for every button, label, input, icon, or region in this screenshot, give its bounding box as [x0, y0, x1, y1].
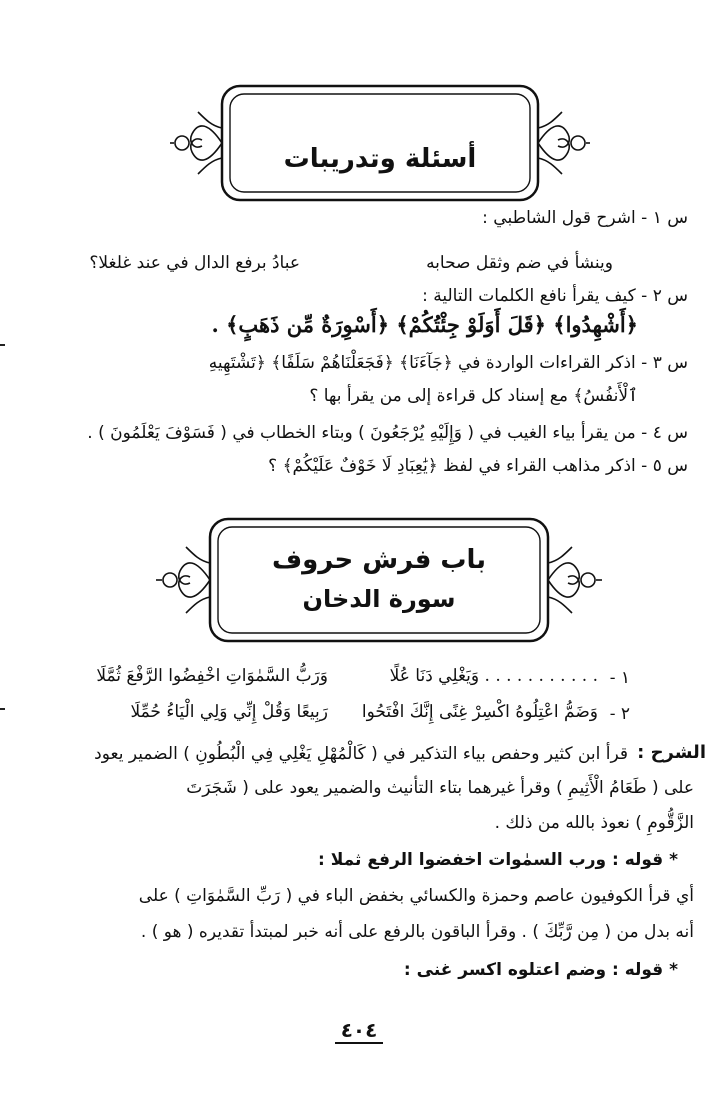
commentary-subheading-1: * قوله : ورب السمٰوات اخفضوا الرفع ثملا : [318, 850, 678, 870]
page-number-value: ٤٠٤ [335, 1018, 384, 1044]
verse-1-second-half: وَرَبُّ السَّمٰوَاتِ اخْفِضُوا الرَّفْعَ ثُمَّلَا [96, 666, 328, 686]
verse-2-first-half: وَضَمُّ اعْتِلُوهُ اكْسِرْ غِنًى إِنَّكَ افْتَحُوا [361, 702, 598, 722]
question-3-continued: ٱلْأَنفُسُ﴾ مع إسناد كل قراءة إلى من يقرأ بها ؟ [309, 386, 638, 406]
question-4: س ٤ - من يقرأ بياء الغيب في ( وَإِلَيْهِ يُرْجَعُونَ ) وبتاء الخطاب في ( فَسَوْفَ يَعْلَمُونَ ) . [87, 423, 688, 443]
surah-title: سورة الدخان [302, 585, 456, 613]
ornamental-border-icon [168, 82, 592, 204]
verse-2-second-half: رَبِيعًا وَقُلْ إِنِّي وَلِي الْيَاءُ حُمِّلَا [130, 702, 328, 722]
commentary-label: الشرح : [637, 742, 706, 763]
margin-mark [0, 708, 5, 710]
commentary-subheading-2: * قوله : وضم اعتلوه اكسر غنى : [403, 960, 678, 980]
chapter-title: باب فرش حروف [271, 545, 487, 575]
question-5: س ٥ - اذكر مذاهب القراء في لفظ ﴿يَٰعِبَادِ لَا خَوْفٌ عَلَيْكُمْ﴾ ؟ [268, 456, 688, 476]
question-2-words: ﴿أَشْهِدُوا﴾ ﴿قَلَ أَوَلَوْ جِئْتُكُمْ﴾ ﴿أَسْوِرَةٌ مِّن ذَهَبٍ﴾ . [211, 312, 638, 337]
section-title-frame [168, 82, 592, 204]
chapter-title-frame [150, 515, 608, 645]
commentary-paragraph-2-line-2: أنه بدل من ( مِن رَّبِّكَ ) . وقرأ الباقون بالرفع على أنه خبر لمبتدأ تقديره ( هو ) . [140, 922, 694, 942]
question-1-verse-a: وينشأ في ضم وثقل صحابه [426, 253, 613, 273]
commentary-paragraph-1-line-2: على ( طَعَامُ الْأَثِيمِ ) وقرأ غيرهما بتاء التأنيث والضمير يعود على ( شَجَرَتَ [186, 778, 694, 798]
commentary-paragraph-1-line-1: قرأ ابن كثير وحفص بياء التذكير في ( كَالْمُهْلِ يَغْلِي فِي الْبُطُونِ ) الضمير يعود [94, 744, 628, 764]
commentary-paragraph-1-line-3: الزَّقُّومِ ) نعوذ بالله من ذلك . [494, 813, 694, 833]
question-3: س ٣ - اذكر القراءات الواردة في ﴿جَآءَنَا﴾ ﴿فَجَعَلْنَاهُمْ سَلَفًا﴾ ﴿تَشْتَهِيهِ [208, 353, 688, 373]
verse-1-number: ١ - [609, 668, 630, 688]
section-title: أسئلة وتدريبات [283, 144, 477, 174]
margin-mark [0, 344, 5, 346]
verse-2-number: ٢ - [609, 704, 630, 724]
page-number [0, 1018, 718, 1042]
question-1-verse-b: عبادُ برفع الدال في عند غلغلا؟ [89, 253, 300, 273]
ornamental-border-icon [150, 515, 608, 645]
question-1: س ١ - اشرح قول الشاطبي : [482, 208, 688, 228]
commentary-paragraph-2-line-1: أي قرأ الكوفيون عاصم وحمزة والكسائي بخفض الباء في ( رَبِّ السَّمٰوَاتِ ) على [138, 886, 694, 906]
verse-1-first-half: . . . . . . . . . . . وَيَغْلِي دَنَا عُلًا [389, 666, 598, 686]
question-2: س ٢ - كيف يقرأ نافع الكلمات التالية : [422, 286, 688, 306]
